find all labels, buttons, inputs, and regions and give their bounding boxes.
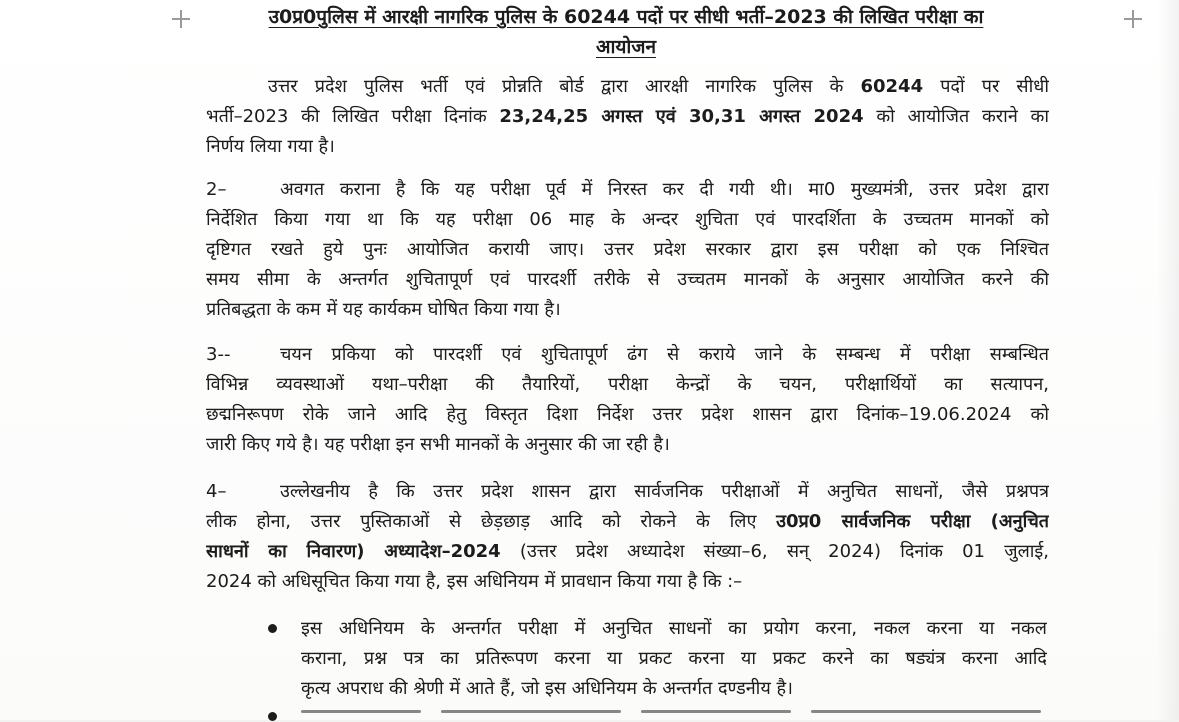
para3-line-3: छद्मनिरूपण रोके जाने आदि हेतु विस्तृत दिशा निर्देश उत्तर प्रदेश शासन द्वारा दिनांक–19.06.2024 को [206, 404, 1049, 425]
para3-line-1: चयन प्रकिया को पारदर्शी एवं शुचितापूर्ण ढंग से कराये जाने के सम्बन्ध में परीक्षा सम्बन्धित [280, 344, 1049, 365]
para4-number: 4– [206, 481, 227, 502]
para1-line-3: निर्णय लिया गया है। [206, 136, 335, 157]
bullet-icon [268, 624, 277, 633]
para1-line-2: भर्ती–2023 की लिखित परीक्षा दिनांक 23,24,25 अगस्त एवं 30,31 अगस्त 2024 को आयोजित कराने का [206, 106, 1049, 127]
bullet1-line-3: कृत्य अपराध की श्रेणी में आते हैं, जो इस अधिनियम के अन्तर्गत दण्डनीय है। [301, 678, 793, 699]
document-title-line-2: आयोजन [595, 36, 656, 58]
para4-line-4: 2024 को अधिसूचित किया गया है, इस अधिनियम में प्रावधान किया गया है कि :– [206, 571, 743, 592]
para4-line-2: लीक होना, उत्तर पुस्तिकाओं से छेड़छाड़ आदि को रोकने के लिए उ0प्र0 सार्वजनिक परीक्षा (अनुचित [206, 511, 1049, 532]
para1-line-1: उत्तर प्रदेश पुलिस भर्ती एवं प्रोन्नति बोर्ड द्वारा आरक्षी नागरिक पुलिस के 60244 पदों पर सीधी [268, 76, 1049, 97]
para2-line-3: दृष्टिगत रखते हुये पुनः आयोजित करायी जाए। उत्तर प्रदेश सरकार द्वारा इस परीक्षा को एक निश्चित [206, 239, 1049, 260]
para4-line-1: उल्लेखनीय है कि उत्तर प्रदेश शासन द्वारा सार्वजनिक परीक्षाओं में अनुचित साधनों, जैसे प्रश्नपत्र [280, 481, 1049, 502]
para3-line-2: विभिन्न व्यवस्थाओं यथा–परीक्षा की तैयारियों, परीक्षा केन्द्रों के चयन, परीक्षार्थियों का सत्यापन, [206, 374, 1049, 395]
bullet1-line-1: इस अधिनियम के अन्तर्गत परीक्षा में अनुचित साधनों का प्रयोग करना, नकल करना या नकल [301, 618, 1047, 639]
para2-line-2: निर्देशित किया गया था कि यह परीक्षा 06 माह के अन्दर शुचिता एवं पारदर्शिता के उच्चतम मानकों को [206, 209, 1049, 230]
para2-line-1: अवगत कराना है कि यह परीक्षा पूर्व में निरस्त कर दी गयी थी। मा0 मुख्यमंत्री, उत्तर प्रदेश द्वारा [280, 179, 1049, 200]
page-edge-shadow [1157, 0, 1179, 720]
para2-line-5: प्रतिबद्धता के कम में यह कार्यकम घोषित किया गया है। [206, 299, 561, 320]
bullet1-line-2: कराना, प्रश्न पत्र का प्रतिरूपण करना या प्रकट करना या प्रकट करने का षड्यंत्र करना आदि [301, 648, 1047, 669]
corner-crop-mark-icon [1124, 10, 1142, 28]
para3-number: 3-- [206, 344, 231, 365]
para2-number: 2– [206, 179, 227, 200]
para2-line-4: समय सीमा के अन्तर्गत शुचितापूर्ण एवं पारदर्शी तरीके से उच्चतम मानकों के अनुसार आयोजित करने की [206, 269, 1049, 290]
para3-line-4: जारी किए गये है। यह परीक्षा इन सभी मानकों के अनुसार की जा रही है। [206, 434, 670, 455]
para4-line-3: साधनों का निवारण) अध्यादेश–2024 (उत्तर प्रदेश अध्यादेश संख्या–6, सन् 2024) दिनांक 01 जुलाई, [206, 541, 1049, 562]
document-title-line-1: उ0प्र0पुलिस में आरक्षी नागरिक पुलिस के 60244 पदों पर सीधी भर्ती–2023 की लिखित परीक्षा का [268, 6, 984, 28]
